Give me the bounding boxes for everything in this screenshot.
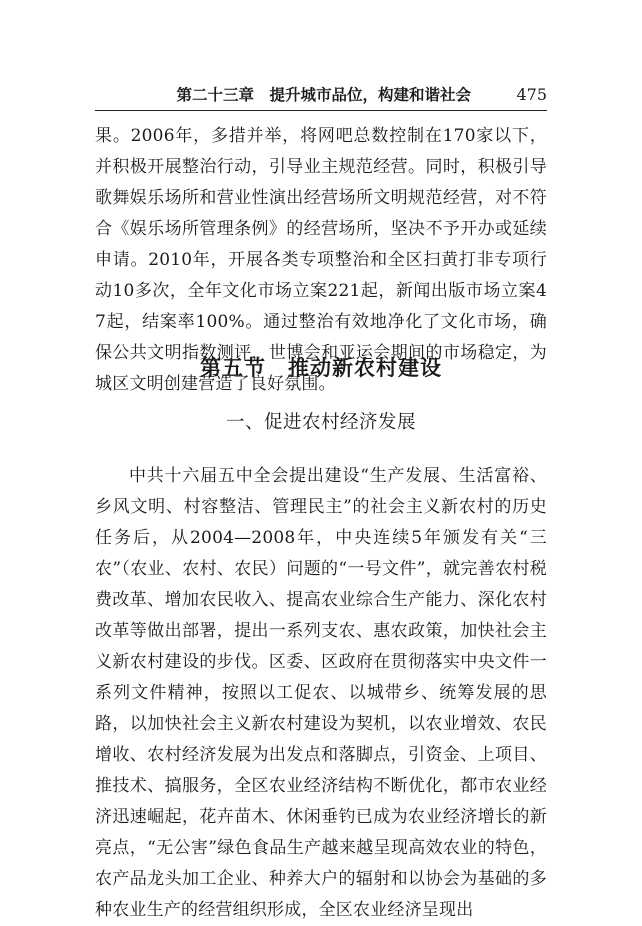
section-title: 第五节 推动新农村建设 [200, 356, 442, 380]
paragraph-text: 果。2006年，多措并举，将网吧总数控制在170家以下，并积极开展整治行动，引导业主规范经营。同时，积极引导歌舞娱乐场所和营业性演出经营场所文明规范经营，对不符合《娱乐场所管理条例》的经营场所，坚决不予开办或延续申请。2010年，开展各类专项整治和全区扫黄打非专项行动10多次，全年文化市场立案221起，新闻出版市场立案47起，结案率100%。通过整治有效地净化了文化市场，确保公共文明指数测评，世博会和亚运会期间的市场稳定，为城区文明创建营造了良好氛围。 [95, 126, 547, 394]
chapter-title: 第二十三章 提升城市品位，构建和谐社会 [176, 86, 471, 104]
subsection-title: 一、促进农村经济发展 [225, 412, 416, 433]
page-number: 475 [516, 85, 547, 104]
body-paragraph-main [95, 461, 547, 926]
running-header [95, 82, 547, 111]
paragraph-text: 中共十六届五中全会提出建设“生产发展、生活富裕、乡风文明、村容整洁、管理民主”的社会主义新农村的历史任务后，从2004—2008年，中央连续5年颁发有关“三农”（农业、农村、农民）问题的“一号文件”，就完善农村税费改革、增加农民收入、提高农业综合生产能力、深化农村改革等做出部署，提出一系列支农、惠农政策，加快社会主义新农村建设的步伐。区委、区政府在贯彻落实中央文件一系列文件精神，按照以工促农、以城带乡、统筹发展的思路，以加快社会主义新农村建设为契机，以农业增效、农民增收、农村经济发展为出发点和落脚点，引资金、上项目、推技术、搞服务，全区农业经济结构不断优化，都市农业经济迅速崛起，花卉苗木、休闲垂钓已成为农业经济增长的新亮点，“无公害”绿色食品生产越来越呈现高效农业的特色，农产品龙头加工企业、种养大户的辐射和以协会为基础的多种农业生产的经营组织形成，全区农业经济呈现出 [95, 466, 547, 920]
